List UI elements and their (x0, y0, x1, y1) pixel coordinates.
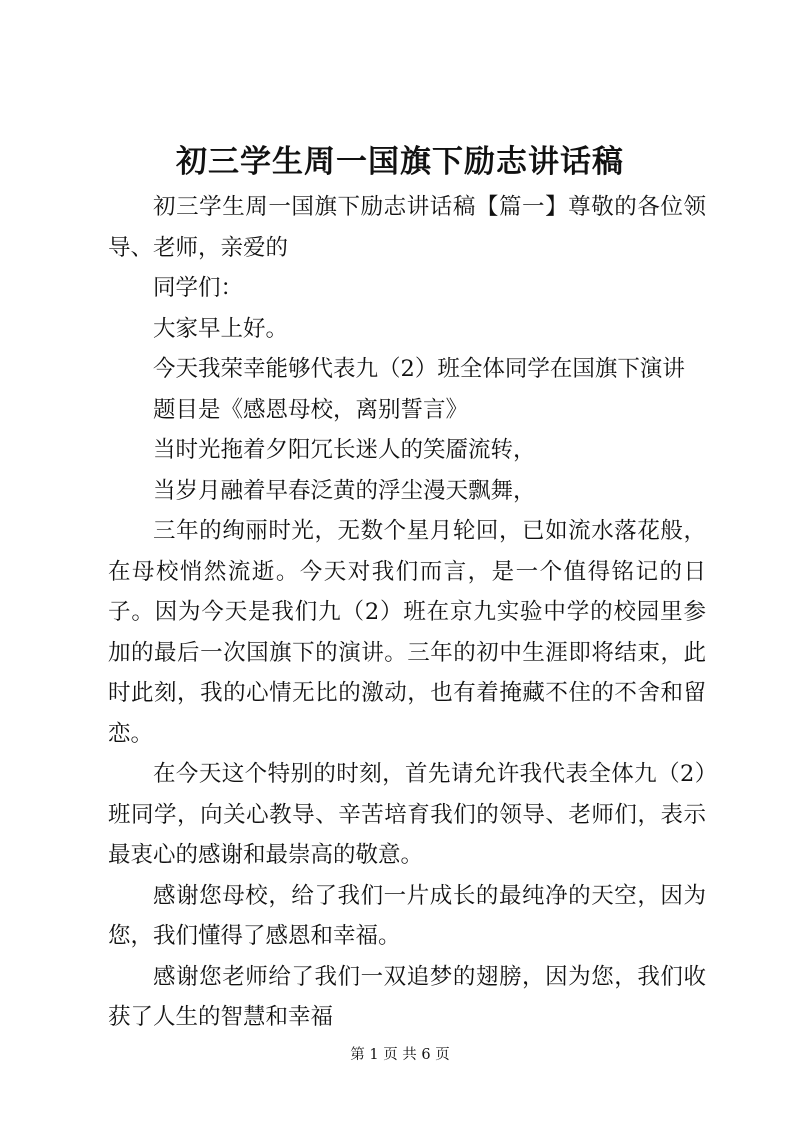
paragraph-3: 大家早上好。 (153, 315, 289, 342)
paragraph-10: 感谢您母校，给了我们一片成长的最纯净的天空，因为您，我们懂得了感恩和幸福。 (108, 882, 706, 949)
paragraph-9: 在今天这个特别的时刻，首先请允许我代表全体九（2）班同学，向关心教导、辛苦培育我们的领导、老师们，表示最衷心的感谢和最崇高的敬意。 (108, 761, 706, 868)
paragraph-2: 同学们： (153, 275, 244, 301)
paragraph-7: 当岁月融着早春泛黄的浮尘漫天飘舞， (153, 477, 536, 504)
page-footer: 第 1 页 共 6 页 (350, 1047, 450, 1063)
document-title: 初三学生周一国旗下励志讲话稿 (176, 144, 624, 180)
paragraph-11: 感谢您老师给了我们一双追梦的翅膀，因为您，我们收获了人生的智慧和幸福 (108, 963, 706, 1030)
paragraph-6: 当时光拖着夕阳冗长迷人的笑靥流转， (153, 437, 536, 463)
paragraph-5: 题目是《感恩母校，离别誓言》 (153, 396, 469, 423)
paragraph-8: 三年的绚丽时光，无数个星月轮回，已如流水落花般，在母校悄然流逝。今天对我们而言，是一个值得铭记的日子。因为今天是我们九（2）班在京九实验中学的校园里参加的最后一次国旗下的演讲。三年的初中生涯即将结束，此时此刻，我的心情无比的激动，也有着掩藏不住的不舍和留恋。 (108, 518, 706, 747)
paragraph-4: 今天我荣幸能够代表九（2）班全体同学在国旗下演讲 (153, 356, 685, 382)
document-body (108, 187, 706, 1038)
paragraph-1: 初三学生周一国旗下励志讲话稿【篇一】尊敬的各位领导、老师，亲爱的 (108, 194, 706, 261)
